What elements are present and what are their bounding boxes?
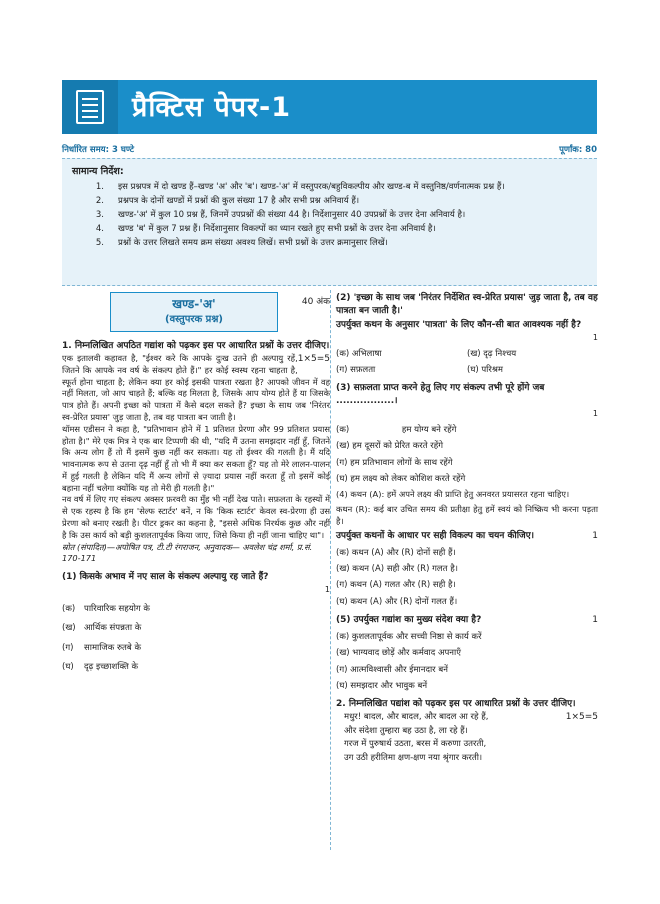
option: (ख) आर्थिक संपन्नता के [62,623,142,634]
question-1: 1. निम्नलिखित अपठित गद्यांश को पढ़कर इस पर आधारित प्रश्नों के उत्तर दीजिए। 1×5=5 [62,341,330,365]
option: (ख) कथन (A) सही और (R) गलत है। [336,564,458,574]
assertion: (4) कथन (A): हमें अपने लक्ष्य की प्राप्ति हेतु अनवरत प्रयासरत रहना चाहिए। [336,489,570,500]
instruction-item: 5. प्रश्नों के उत्तर लिखते समय क्रम संख्या अवश्य लिखें। सभी प्रश्नों के उत्तर क्रमानुसार लिखें। [95,238,388,249]
reason: कथन (R): कई बार उचित समय की प्रतीक्षा हेतु हमें स्वयं को निष्क्रिय भी करना पड़ता है। [336,504,598,526]
option: (क) पारिवारिक सहयोग के [62,603,150,614]
meta-row [62,144,597,156]
time-label: निर्धारित समय: 3 घण्टे [62,145,135,155]
poem-line: और संदेशा तुम्हारा बह उठा है, ला रहे हैं। [344,725,468,736]
section-heading: खण्ड-'अ' (वस्तुपरक प्रश्न) [110,292,278,332]
sub-question-2: (2) 'इच्छा के साथ जब 'निरंतर निर्देशित स्व-प्रेरित प्रयास' जुड़ जाता है, तब वह पात्रता बन जाती है।' [336,293,598,317]
sub-question-3: (3) सफ़लता प्राप्त करने हेतु लिए गए संकल्प तभी पूरे होंगे जब .................। [336,383,545,407]
instruction-item: 4. खण्ड 'ब' में कुल 7 प्रश्न हैं। निर्देशानुसार विकल्पों का ध्यान रखते हुए सभी प्रश्नों के उत्तर देना अनिवार्य है। [95,224,436,235]
sub-question-2-text: उपर्युक्त कथन के अनुसार 'पात्रता' के लिए कौन-सी बात आवश्यक नहीं है? [336,320,582,331]
instruction-item: 2. प्रश्नपत्र के दोनों खण्डों में प्रश्नों की कुल संख्या 17 है और सभी प्रश्न अनिवार्य हैं। [95,195,360,206]
option: (घ) समझदार और भावुक बनें [336,680,428,691]
option: (क) कुशलतापूर्वक और सच्ची निष्ठा से कार्य करें [336,631,482,642]
left-column [62,292,330,673]
sub-question-5: (5) उपर्युक्त गद्यांश का मुख्य संदेश क्या है? 1 [336,614,598,625]
marks-label: पूर्णांक: 80 [559,145,597,155]
section-marks: 40 अंक [301,297,330,307]
option: (क) कथन (A) और (R) दोनों सही हैं। [336,547,456,558]
option: (ग) आत्मविश्वासी और ईमानदार बनें [336,664,448,675]
poem-line: उग उठी हरीतिमा क्षण-क्षण नया श्रृंगार करती। [344,753,483,764]
sub-question-marks: 1 [592,409,598,419]
option: (घ) हम लक्ष्य को लेकर कोशिश करते रहेंगे [336,473,466,484]
page-title: प्रैक्टिस पेपर-1 [132,92,292,123]
poem-line: मधुर! बादल, और बादल, और बादल आ रहे हैं, [344,712,489,723]
column-divider [330,290,331,850]
sub-question-1: (1) किसके अभाव में नए साल के संकल्प अल्पायु रह जाते हैं? [62,572,269,583]
sub-question-4: उपर्युक्त कथनों के आधार पर सही विकल्प का चयन कीजिए। 1 [336,530,598,541]
sub-question-marks: 1 [592,333,598,343]
right-column [336,292,598,766]
option: (क) हम योग्य बने रहेंगे [336,425,457,436]
question-2: 2. निम्नलिखित पद्यांश को पढ़कर इस पर आधारित प्रश्नों के उत्तर दीजिए। 1×5=5 [336,699,598,723]
option: (ग) कथन (A) गलत और (R) सही है। [336,580,456,591]
option: (ग) सामाजिक रुतबे के [62,642,141,653]
poem-line: गरज में पुरुषार्थ उठता, बरस में करुणा उतरती, [344,739,487,750]
instructions-box [62,158,597,286]
instructions-title: सामान्य निर्देश: [72,166,124,177]
sub-question-marks: 1 [324,585,330,595]
source-note: स्रोत (संपादित)—अपोषित पत्र, टी.टी रंगराजन, अनुवादक— अवलेश चंद्र शर्मा, प्र.सं. 170-171 [62,541,313,564]
title-banner [62,80,597,134]
passage-para-1: एक इतालवी कहावत है, "ईश्वर करे कि आपके दुःख उतने ही अल्पायु रहें, जितने कि आपके नव वर्ष के संकल्प होते हैं।" हर कोई स्वस्थ रहना चाहता है, स्फूर्त होना चाहता है; लेकिन क्या हर कोई इसकी पात्रता रखता है? आपको जीवन में वह नहीं मिलता, जो आप चाहते हैं; बल्कि वह मिलता है, जिसके आप योग्य होते हैं या जिसके पात्र होते हैं। अपनी इच्छा को पात्रता में कैसे बदल सकते हैं? इच्छा के साथ जब 'निरंतर स्व-प्रेरित प्रयास' जुड़ जाता है, तब वह पात्रता बन जाती है। [62,353,330,422]
option-row: (ग) सफ़लता (घ) परिश्रम [336,365,503,376]
option: (घ) कथन (A) और (R) दोनों गलत हैं। [336,596,458,607]
instruction-item: 1. इस प्रश्नपत्र में दो खण्ड हैं–खण्ड 'अ' और 'ब'। खण्ड-'अ' में वस्तुपरक/बहुविकल्पीय और खण्ड-ब में वस्तुनिष्ठ/वर्णनात्मक प्रश्न हैं। [95,181,505,192]
option: (ख) हम दूसरों को प्रेरित करते रहेंगे [336,441,444,452]
option: (ग) हम प्रतिभावान लोगों के साथ रहेंगे [336,457,453,468]
option: (ख) भाग्यवाद छोड़ें और कर्मवाद अपनाएँ [336,648,461,659]
option-row: (क) अभिलाषा (ख) दृढ़ निश्चय [336,348,517,359]
instruction-item: 3. खण्ड-'अ' में कुल 10 प्रश्न हैं, जिनमें उपप्रश्नों की संख्या 44 है। निर्देशानुसार 40 उपप्रश्नों के उत्तर देना अनिवार्य है। [95,210,466,221]
passage-para-2: थॉमस एडीसन ने कहा है, "प्रतिभावान होने में 1 प्रतिशत प्रेरणा और 99 प्रतिशत प्रयास होता है।" मेरे एक मित्र ने एक बार टिप्पणी की थी, "यदि मैं उतना समझदार नहीं हूँ, जितने कि अन्य लोग हैं तो मैं इसमें कुछ नहीं कर सकता। यह तो ईश्वर की गलती है। मैं यदि भावनात्मक रूप से उतना दृढ़ नहीं हूँ तो भी मैं क्या कर सकता हूँ? यह तो मेरे लालन-पालन में हुई गलती है लेकिन यदि मैं अन्य लोगों से ज़्यादा प्रयास नहीं करता हूँ तो इसमें कोई बहाना नहीं चलेगा क्योंकि यह तो मेरी ही गलती है।" [62,423,330,493]
option: (घ) दृढ़ इच्छाशक्ति के [62,661,139,672]
poem [336,711,598,765]
passage-para-3: नव वर्ष में लिए गए संकल्प अक्सर फ़रवरी का मुँह भी नहीं देख पाते। सफ़लता के रहस्यों में से एक रहस्य है कि हम 'सेल्फ स्टार्टर' बनें, न कि 'किक स्टार्टर' केवल स्व-प्रेरणा ही उस प्रेरणा को बनाए रखती है। पीटर ड्रकर का कहना है, "इससे अधिक निरर्थक कुछ और नहीं है कि उस कार्य को बड़ी कुशलतापूर्वक किया जाए, जिसे किया ही नहीं जाना चाहिए था"। [62,494,330,540]
document-icon [62,80,118,134]
